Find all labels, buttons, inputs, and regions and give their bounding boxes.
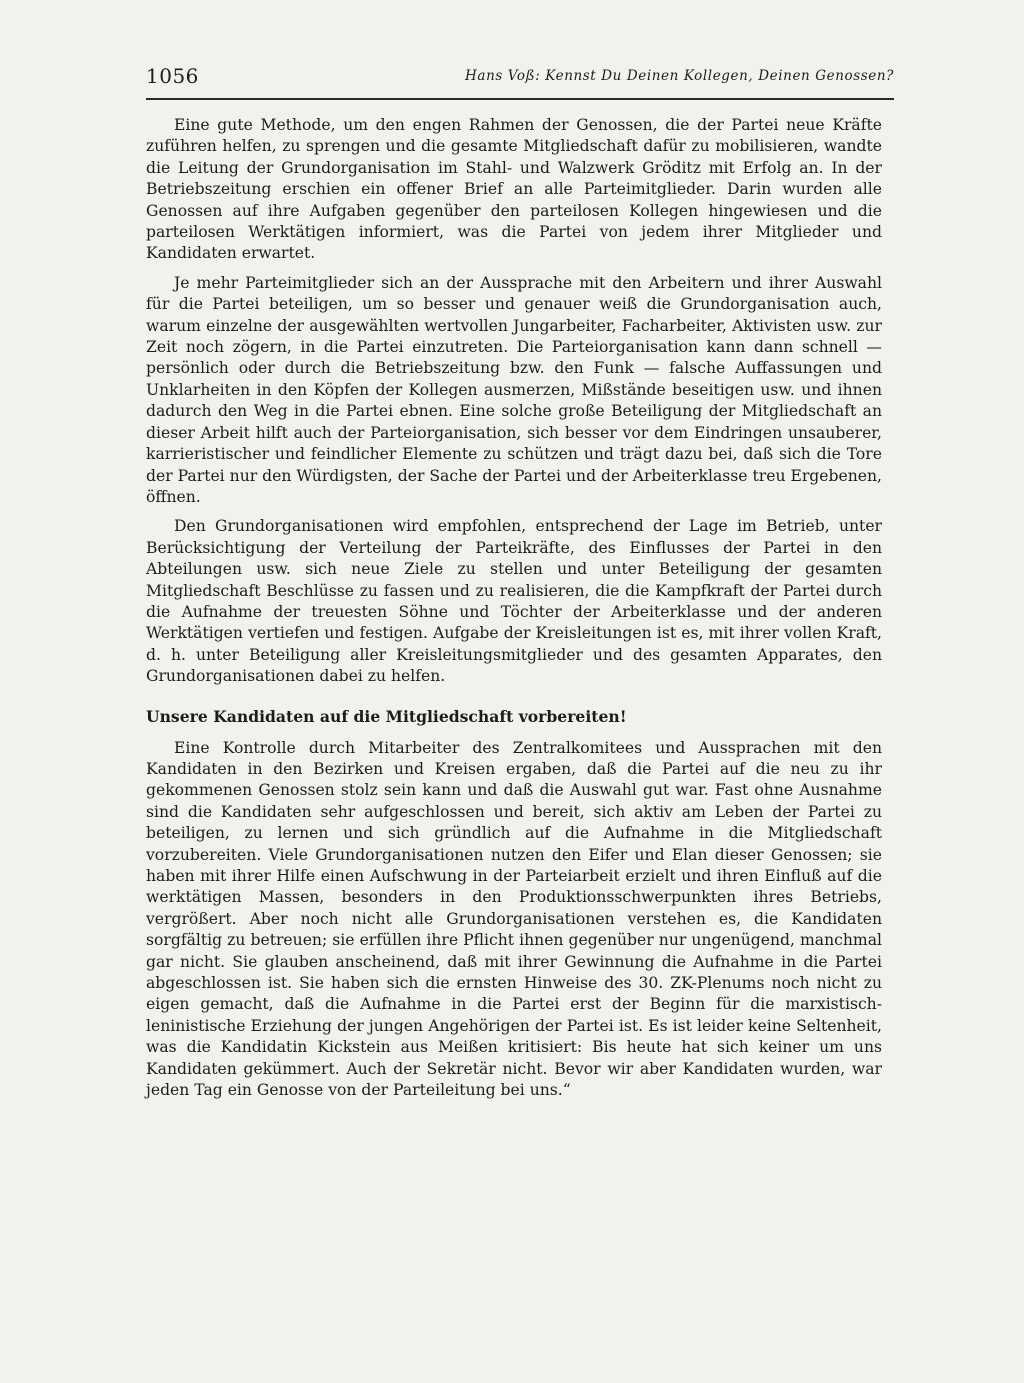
paragraph-1: Eine gute Methode, um den engen Rahmen der Genossen, die der Partei neue Kräfte zuführen helfen, zu sprengen und die gesamte Mitgliedschaft dafür zu mobilisieren, wandte die Leitung der Grundorganisation im Stahl- und Walzwerk Gröditz mit Erfolg an. In der Betriebszeitung erschien ein offener Brief an alle Parteimitglieder. Darin wurden alle Genossen auf ihre Aufgaben gegenüber den parteilosen Kollegen hingewiesen und die parteilosen Werktätigen informiert, was die Partei von jedem ihrer Mitglieder und Kandidaten erwartet. (146, 116, 882, 263)
page-header (146, 64, 894, 94)
article-body (146, 115, 882, 1101)
paragraph-3: Den Grundorganisationen wird empfohlen, entsprechend der Lage im Betrieb, unter Berücksichtigung der Verteilung der Parteikräfte, des Einflusses der Partei in den Abteilungen usw. sich neue Ziele zu stellen und unter Beteiligung der gesamten Mitgliedschaft Beschlüsse zu fassen und zu realisieren, die die Kampfkraft der Partei durch die Aufnahme der treuesten Söhne und Töchter der Arbeiterklasse und der anderen Werktätigen vertiefen und festigen. Aufgabe der Kreisleitungen ist es, mit ihrer vollen Kraft, d. h. unter Beteiligung aller Kreisleitungsmitglieder und des gesamten Apparates, den Grundorganisationen dabei zu helfen. (146, 517, 882, 686)
paragraph-2: Je mehr Parteimitglieder sich an der Aussprache mit den Arbeitern und ihrer Auswahl für die Partei beteiligen, um so besser und genauer weiß die Grundorganisation auch, warum einzelne der ausgewählten wertvollen Jungarbeiter, Facharbeiter, Aktivisten usw. zur Zeit noch zögern, in die Partei einzutreten. Die Parteiorganisation kann dann schnell — persönlich oder durch die Betriebszeitung bzw. den Funk — falsche Auffassungen und Unklarheiten in den Köpfen der Kollegen ausmerzen, Mißstände beseitigen usw. und ihnen dadurch den Weg in die Partei ebnen. Eine solche große Beteiligung der Mitgliedschaft an dieser Arbeit hilft auch der Parteiorganisation, sich besser vor dem Eindringen unsauberer, karrieristischer und feindlicher Elemente zu schützen und trägt dazu bei, daß sich die Tore der Partei nur den Würdigsten, der Sache der Partei und der Arbeiterklasse treu Ergebenen, öffnen. (146, 273, 882, 506)
page-number: 1056 (146, 64, 199, 88)
section-paragraph-1: Eine Kontrolle durch Mitarbeiter des Zentralkomitees und Aussprachen mit den Kandidaten in den Bezirken und Kreisen ergaben, daß die Partei auf die neu zu ihr gekommenen Genossen stolz sein kann und daß die Auswahl gut war. Fast ohne Ausnahme sind die Kandidaten sehr aufgeschlossen und bereit, sich aktiv am Leben der Partei zu beteiligen, zu lernen und sich gründlich auf die Aufnahme in die Mitgliedschaft vorzubereiten. Viele Grundorganisationen nutzen den Eifer und Elan dieser Genossen; sie haben mit ihrer Hilfe einen Aufschwung in der Parteiarbeit erzielt und ihren Einfluß auf die werktätigen Massen, besonders in den Produktionsschwerpunkten ihres Betriebs, vergrößert. Aber noch nicht alle Grundorganisationen verstehen es, die Kandidaten sorgfältig zu betreuen; sie erfüllen ihre Pflicht ihnen gegenüber nur ungenügend, manchmal gar nicht. Sie glauben anscheinend, daß mit ihrer Gewinnung die Aufnahme in die Partei abgeschlossen ist. Sie haben sich die ernsten Hinweise des 30. ZK-Plenums noch nicht zu eigen gemacht, daß die Aufnahme in die Partei erst der Beginn für die marxistisch-leninistische Erziehung der jungen Angehörigen der Partei ist. Es ist leider keine Seltenheit, was die Kandidatin Kickstein aus Meißen kritisiert: Bis heute hat sich keiner um uns Kandidaten gekümmert. Auch der Sekretär nicht. Bevor wir aber Kandidaten wurden, war jeden Tag ein Genosse von der Parteileitung bei uns.“ (146, 738, 882, 1100)
section-heading: Unsere Kandidaten auf die Mitgliedschaft vorbereiten! (146, 706, 627, 726)
running-title: Hans Voß: Kennst Du Deinen Kollegen, Deinen Genossen? (465, 68, 894, 84)
header-rule (146, 98, 894, 100)
